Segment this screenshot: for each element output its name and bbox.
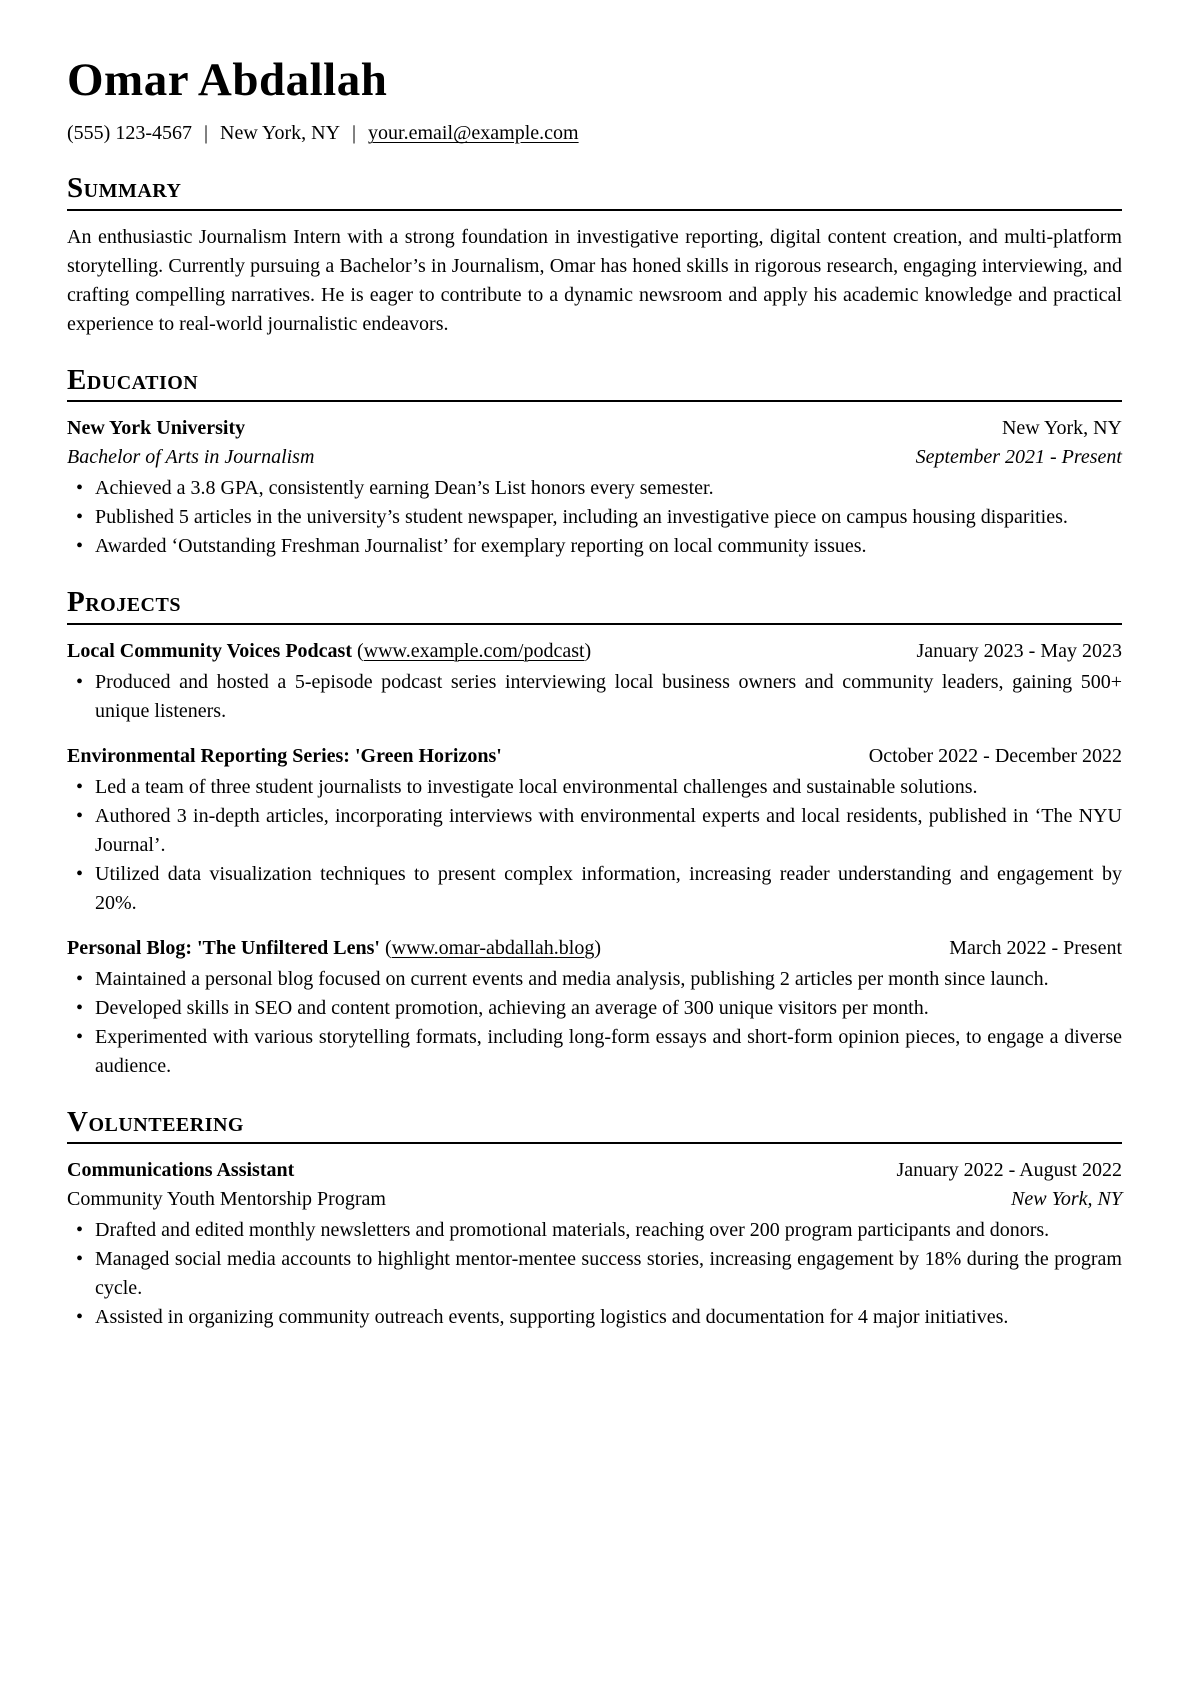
project-bullet-list bbox=[67, 965, 1122, 1081]
section-summary-heading-rule bbox=[67, 173, 1122, 210]
contact-separator: | bbox=[352, 122, 357, 145]
project-dates: January 2023 - May 2023 bbox=[916, 639, 1122, 662]
section-projects-heading-rule bbox=[67, 587, 1122, 624]
section-volunteering-heading: Volunteering bbox=[67, 1105, 244, 1138]
contact-location: New York, NY bbox=[220, 122, 341, 145]
section-volunteering bbox=[67, 1107, 1122, 1332]
project-link-wrap bbox=[352, 640, 591, 662]
list-item: • Developed skills in SEO and content promotion, achieving an average of 300 unique visitors per month. bbox=[67, 994, 1122, 1023]
volunteering-role: Communications Assistant bbox=[67, 1159, 295, 1182]
project-title: Environmental Reporting Series: 'Green Horizons' bbox=[67, 744, 502, 767]
section-projects-heading: Projects bbox=[67, 586, 181, 619]
project-link[interactable]: www.omar-abdallah.blog bbox=[391, 936, 595, 959]
section-summary-heading: Summary bbox=[67, 172, 182, 205]
list-item: • Led a team of three student journalists to investigate local environmental challenges and sustainable solutions. bbox=[67, 773, 1122, 802]
contact-phone: (555) 123-4567 bbox=[67, 122, 192, 145]
education-degree: Bachelor of Arts in Journalism bbox=[67, 446, 315, 469]
contact-email-link[interactable]: your.email@example.com bbox=[368, 122, 579, 145]
project-entry bbox=[67, 742, 1122, 918]
project-dates: March 2022 - Present bbox=[949, 936, 1122, 959]
education-bullet-list bbox=[67, 474, 1122, 561]
education-location: New York, NY bbox=[1001, 417, 1122, 440]
project-title: Personal Blog: 'The Unfiltered Lens' bbox=[67, 936, 380, 959]
section-projects bbox=[67, 587, 1122, 1080]
section-summary bbox=[67, 173, 1122, 338]
list-item: • Awarded ‘Outstanding Freshman Journalist’ for exemplary reporting on local community issues. bbox=[67, 532, 1122, 561]
volunteering-organization: Community Youth Mentorship Program bbox=[67, 1188, 386, 1211]
list-item: • Published 5 articles in the university’s student newspaper, including an investigative piece on campus housing disparities. bbox=[67, 503, 1122, 532]
volunteering-bullet-list bbox=[67, 1216, 1122, 1332]
list-item: • Drafted and edited monthly newsletters and promotional materials, reaching over 200 program participants and donors. bbox=[67, 1216, 1122, 1245]
volunteering-location: New York, NY bbox=[1011, 1188, 1122, 1211]
project-entry bbox=[67, 934, 1122, 1081]
volunteering-entry bbox=[67, 1156, 1122, 1332]
list-item: • Experimented with various storytelling formats, including long-form essays and short-form opinion pieces, to engage a diverse audience. bbox=[67, 1023, 1122, 1081]
contact-separator: | bbox=[203, 122, 208, 145]
project-entry bbox=[67, 637, 1122, 726]
candidate-name: Omar Abdallah bbox=[67, 54, 388, 106]
project-dates: October 2022 - December 2022 bbox=[868, 744, 1122, 767]
summary-text: An enthusiastic Journalism Intern with a strong foundation in investigative reporting, digital content creation, and multi-platform storytelling. Currently pursuing a Bachelor’s in Journalism, Omar has honed skills in rigorous research, engaging interviewing, and crafting compelling narratives. He is eager to contribute to a dynamic newsroom and apply his academic knowledge and practical experience to real-world journalistic endeavors. bbox=[67, 225, 1122, 335]
project-title: Local Community Voices Podcast bbox=[67, 639, 352, 662]
section-education-heading: Education bbox=[67, 363, 199, 396]
project-link-wrap bbox=[380, 937, 601, 959]
education-institution: New York University bbox=[67, 417, 246, 440]
section-education-heading-rule bbox=[67, 365, 1122, 402]
section-volunteering-heading-rule bbox=[67, 1107, 1122, 1144]
volunteering-dates: January 2022 - August 2022 bbox=[896, 1159, 1122, 1182]
contact-line bbox=[67, 119, 1122, 147]
list-item: • Produced and hosted a 5-episode podcast series interviewing local business owners and community leaders, gaining 500+ unique listeners. bbox=[67, 668, 1122, 726]
project-title-line bbox=[67, 934, 601, 963]
list-item: • Authored 3 in-depth articles, incorporating interviews with environmental experts and local residents, published in ‘The NYU Journal’. bbox=[67, 802, 1122, 860]
project-bullet-list bbox=[67, 668, 1122, 726]
project-title-line bbox=[67, 637, 591, 666]
education-dates: September 2021 - Present bbox=[915, 446, 1122, 469]
list-item: • Maintained a personal blog focused on current events and media analysis, publishing 2 articles per month since launch. bbox=[67, 965, 1122, 994]
list-item: • Utilized data visualization techniques to present complex information, increasing reader understanding and engagement by 20%. bbox=[67, 860, 1122, 918]
list-item: • Achieved a 3.8 GPA, consistently earning Dean’s List honors every semester. bbox=[67, 474, 1122, 503]
section-education bbox=[67, 365, 1122, 561]
project-bullet-list bbox=[67, 773, 1122, 918]
education-entry bbox=[67, 414, 1122, 561]
list-item: • Assisted in organizing community outreach events, supporting logistics and documentation for 4 major initiatives. bbox=[67, 1303, 1122, 1332]
list-item: • Managed social media accounts to highlight mentor-mentee success stories, increasing engagement by 18% during the program cycle. bbox=[67, 1245, 1122, 1303]
project-link[interactable]: www.example.com/podcast bbox=[363, 639, 585, 662]
